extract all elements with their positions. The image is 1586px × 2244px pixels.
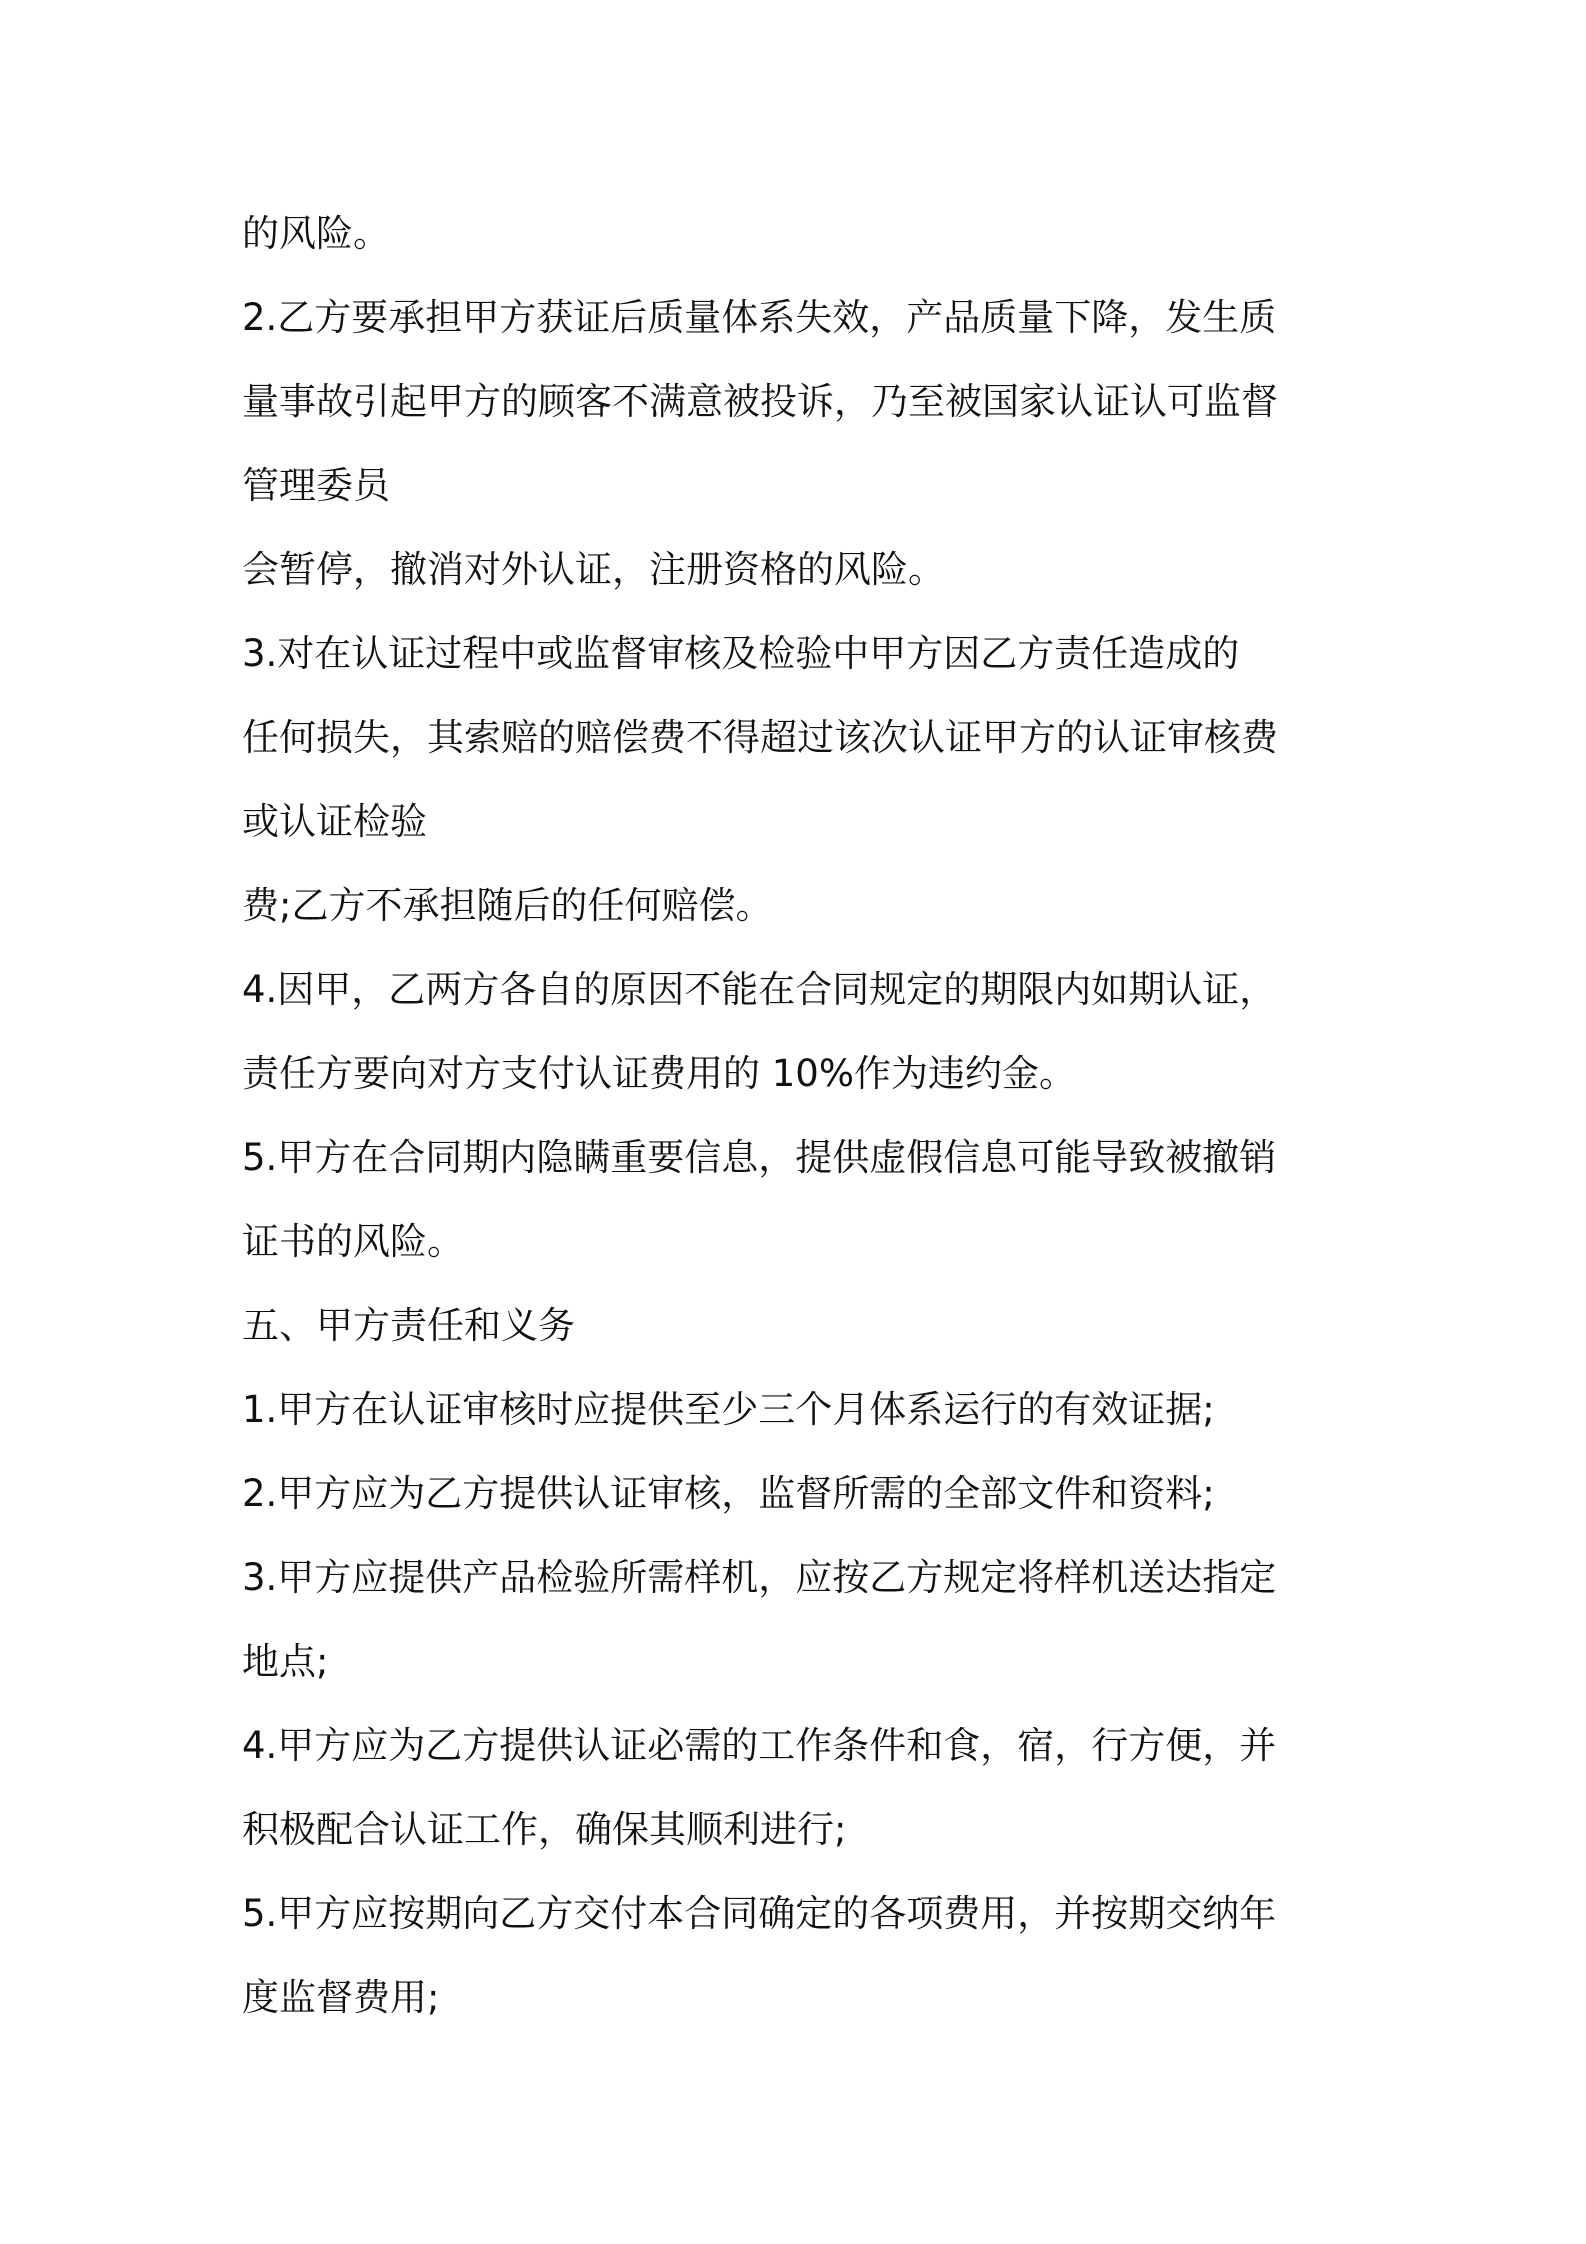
section-heading: 五、甲方责任和义务 xyxy=(242,1304,575,1347)
text-line: 2.乙方要承担甲方获证后质量体系失效，产品质量下降，发生质 xyxy=(242,296,1277,339)
text-line: 责任方要向对方支付认证费用的 10%作为违约金。 xyxy=(242,1052,1076,1095)
text-line: 费;乙方不承担随后的任何赔偿。 xyxy=(242,884,773,927)
text-line: 会暂停，撤消对外认证，注册资格的风险。 xyxy=(242,548,945,591)
document-body xyxy=(242,192,1362,2040)
text-line: 度监督费用; xyxy=(242,1976,440,2019)
text-line: 任何损失，其索赔的赔偿费不得超过该次认证甲方的认证审核费 xyxy=(242,716,1278,759)
text-line: 积极配合认证工作，确保其顺利进行; xyxy=(242,1808,847,1851)
text-line: 的风险。 xyxy=(242,212,390,255)
text-line: 1.甲方在认证审核时应提供至少三个月体系运行的有效证据; xyxy=(242,1388,1215,1431)
text-line: 量事故引起甲方的顾客不满意被投诉，乃至被国家认证认可监督 xyxy=(242,380,1278,423)
text-line: 4.甲方应为乙方提供认证必需的工作条件和食，宿，行方便，并 xyxy=(242,1724,1277,1767)
text-line: 4.因甲，乙两方各自的原因不能在合同规定的期限内如期认证， xyxy=(242,968,1277,1011)
text-line: 2.甲方应为乙方提供认证审核，监督所需的全部文件和资料; xyxy=(242,1472,1215,1515)
text-line: 证书的风险。 xyxy=(242,1220,464,1263)
text-line: 或认证检验 xyxy=(242,800,427,843)
text-line: 5.甲方在合同期内隐瞒重要信息，提供虚假信息可能导致被撤销 xyxy=(242,1136,1277,1179)
text-line: 3.对在认证过程中或监督审核及检验中甲方因乙方责任造成的 xyxy=(242,632,1240,675)
text-line: 管理委员 xyxy=(242,464,390,507)
text-line: 地点; xyxy=(242,1640,329,1683)
text-line: 5.甲方应按期向乙方交付本合同确定的各项费用，并按期交纳年 xyxy=(242,1892,1277,1935)
text-line: 3.甲方应提供产品检验所需样机，应按乙方规定将样机送达指定 xyxy=(242,1556,1277,1599)
